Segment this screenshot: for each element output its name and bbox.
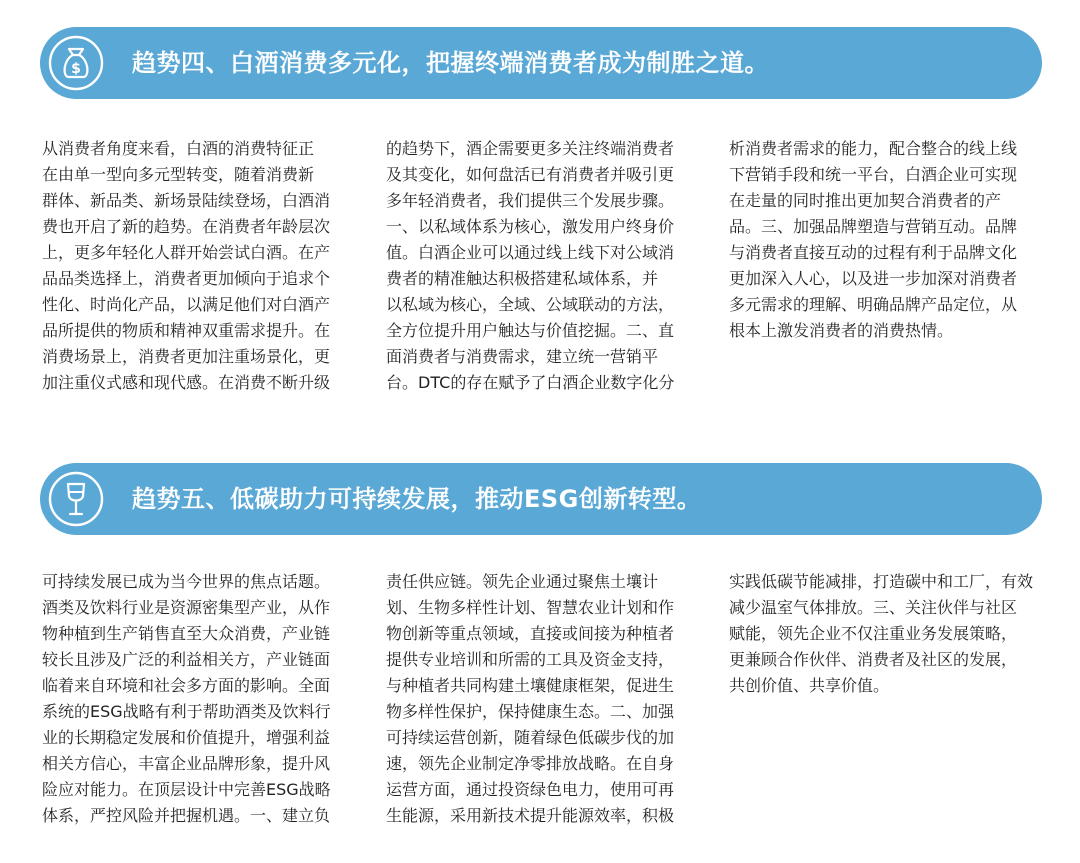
text-line: 的趋势下，酒企需要更多关注终端消费者 [386, 139, 675, 158]
text-line: 酒类及饮料行业是资源密集型产业，从作 [42, 598, 331, 617]
text-line: 上，更多年轻化人群开始尝试白酒。在产 [42, 243, 331, 262]
text-line: 减少温室气体排放。三、关注伙伴与社区 [729, 598, 1018, 617]
wine-glass-icon [40, 463, 112, 535]
text-line: 临着来自环境和社会多方面的影响。全面 [42, 676, 331, 695]
text-line: 险应对能力。在顶层设计中完善ESG战略 [42, 780, 331, 799]
text-line: 划、生物多样性计划、智慧农业计划和作 [386, 598, 675, 617]
svg-text:$: $ [71, 61, 81, 77]
text-line: 品品类选择上，消费者更加倾向于追求个 [42, 269, 331, 288]
text-line: 下营销手段和统一平台，白酒企业可实现 [729, 165, 1018, 184]
text-line: 费也开启了新的趋势。在消费者年龄层次 [42, 217, 331, 236]
section-banner [40, 27, 1042, 99]
text-line: 可持续运营创新，随着绿色低碳步伐的加 [386, 728, 675, 747]
text-line: 业的长期稳定发展和价值提升，增强利益 [42, 728, 331, 747]
text-line: 实践低碳节能减排，打造碳中和工厂，有效 [729, 572, 1034, 591]
text-column-2 [386, 569, 704, 829]
text-line: 值。白酒企业可以通过线上线下对公域消 [386, 243, 675, 262]
text-line: 责任供应链。领先企业通过聚焦土壤计 [386, 572, 659, 591]
text-column-1 [42, 569, 360, 829]
text-line: 面消费者与消费需求，建立统一营销平 [386, 347, 659, 366]
money-bag-icon [40, 27, 112, 99]
section-title: 趋势四、白酒消费多元化，把握终端消费者成为制胜之道。 [132, 49, 769, 77]
text-line: 品。三、加强品牌塑造与营销互动。品牌 [729, 217, 1018, 236]
text-line: 系统的ESG战略有利于帮助酒类及饮料行 [42, 702, 331, 721]
text-line: 加注重仪式感和现代感。在消费不断升级 [42, 373, 331, 392]
text-column-2 [386, 136, 704, 396]
text-line: 共创价值、共享价值。 [729, 676, 890, 695]
text-line: 赋能，领先企业不仅注重业务发展策略， [729, 624, 1018, 643]
text-line: 多年轻消费者，我们提供三个发展步骤。 [386, 191, 675, 210]
text-line: 全方位提升用户触达与价值挖掘。二、直 [386, 321, 675, 340]
text-line: 以私域为核心，全域、公域联动的方法， [386, 295, 675, 314]
text-line: 性化、时尚化产品，以满足他们对白酒产 [42, 295, 331, 314]
text-line: 提供专业培训和所需的工具及资金支持， [386, 650, 675, 669]
text-column-3 [729, 569, 1047, 699]
text-line: 在走量的同时推出更加契合消费者的产 [729, 191, 1002, 210]
text-line: 可持续发展已成为当今世界的焦点话题。 [42, 572, 331, 591]
text-line: 相关方信心，丰富企业品牌形象，提升风 [42, 754, 331, 773]
text-line: 及其变化，如何盘活已有消费者并吸引更 [386, 165, 675, 184]
text-line: 更兼顾合作伙伴、消费者及社区的发展， [729, 650, 1018, 669]
text-line: 群体、新品类、新场景陆续登场，白酒消 [42, 191, 331, 210]
text-line: 品所提供的物质和精神双重需求提升。在 [42, 321, 331, 340]
text-line: 物创新等重点领域，直接或间接为种植者 [386, 624, 675, 643]
text-line: 与消费者直接互动的过程有利于品牌文化 [729, 243, 1018, 262]
text-line: 台。DTC的存在赋予了白酒企业数字化分 [386, 373, 675, 392]
text-line: 运营方面，通过投资绿色电力，使用可再 [386, 780, 675, 799]
text-line: 与种植者共同构建土壤健康框架，促进生 [386, 676, 675, 695]
text-line: 物多样性保护，保持健康生态。二、加强 [386, 702, 675, 721]
text-line: 一、以私域体系为核心，激发用户终身价 [386, 217, 675, 236]
text-line: 多元需求的理解、明确品牌产品定位，从 [729, 295, 1018, 314]
text-column-3 [729, 136, 1047, 344]
section-banner [40, 463, 1042, 535]
text-line: 析消费者需求的能力，配合整合的线上线 [729, 139, 1018, 158]
section-title: 趋势五、低碳助力可持续发展，推动ESG创新转型。 [132, 485, 702, 513]
text-line: 生能源，采用新技术提升能源效率，积极 [386, 806, 675, 825]
text-column-1 [42, 136, 360, 396]
text-line: 费者的精准触达积极搭建私域体系，并 [386, 269, 659, 288]
text-line: 更加深入人心，以及进一步加深对消费者 [729, 269, 1018, 288]
text-line: 物种植到生产销售直至大众消费，产业链 [42, 624, 331, 643]
text-line: 消费场景上，消费者更加注重场景化，更 [42, 347, 331, 366]
text-line: 在由单一型向多元型转变，随着消费新 [42, 165, 315, 184]
text-line: 较长且涉及广泛的利益相关方，产业链面 [42, 650, 331, 669]
text-line: 根本上激发消费者的消费热情。 [729, 321, 954, 340]
text-line: 从消费者角度来看，白酒的消费特征正 [42, 139, 315, 158]
text-line: 速，领先企业制定净零排放战略。在自身 [386, 754, 675, 773]
text-line: 体系，严控风险并把握机遇。一、建立负 [42, 806, 331, 825]
